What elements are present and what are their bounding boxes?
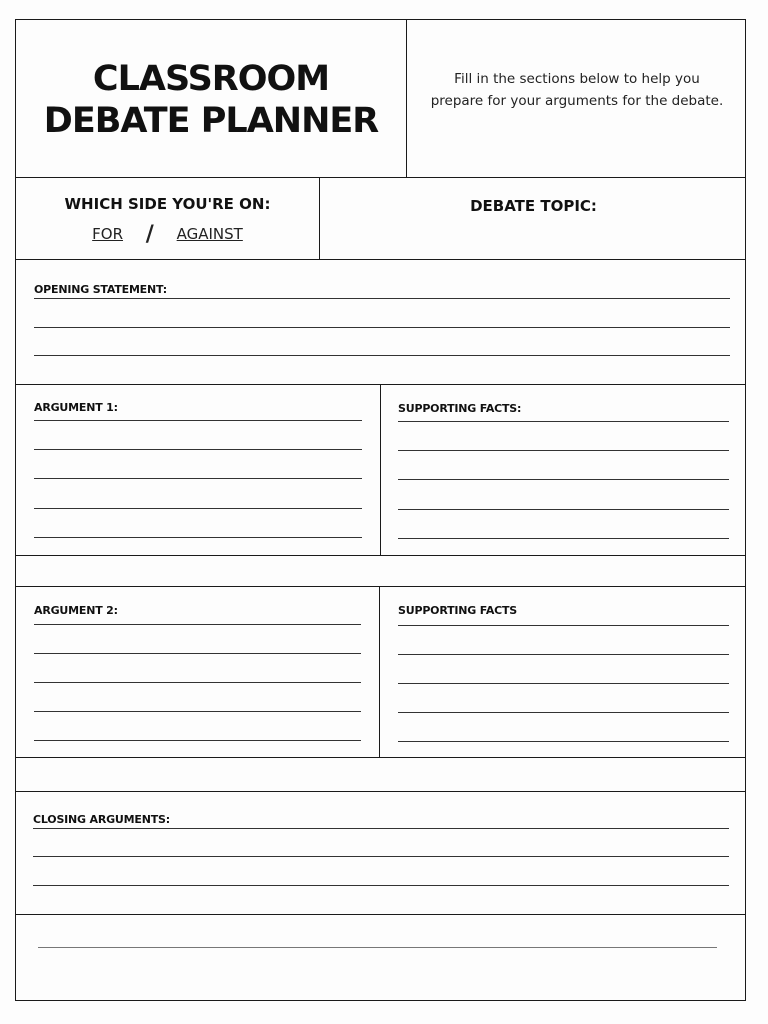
option-separator: / [145, 222, 154, 247]
argument-2-line[interactable] [34, 624, 361, 625]
argument-1-line[interactable] [34, 537, 362, 538]
title-block [16, 20, 407, 177]
intro-block [407, 20, 747, 177]
bottom-notes-section [16, 915, 745, 1002]
title-line-1: CLASSROOM [92, 59, 330, 99]
spacer-band-2 [16, 758, 745, 792]
closing-arguments-label: CLOSING ARGUMENTS: [33, 813, 170, 826]
closing-line-3[interactable] [33, 885, 729, 886]
argument-1-line[interactable] [34, 478, 362, 479]
topic-block[interactable] [320, 178, 747, 259]
closing-line-2[interactable] [33, 856, 729, 857]
opening-statement-label: OPENING STATEMENT: [34, 283, 167, 296]
option-against[interactable]: AGAINST [176, 225, 243, 243]
argument-1-line[interactable] [34, 508, 362, 509]
argument-2-line[interactable] [34, 653, 361, 654]
argument-2-block [16, 587, 380, 757]
side-heading: WHICH SIDE YOU'RE ON: [64, 195, 271, 213]
supporting-facts-1-block [381, 385, 747, 555]
intro-text: Fill in the sections below to help you prepare for your arguments for the debate. [430, 71, 724, 109]
argument-2-section [16, 587, 745, 758]
supporting-facts-2-line[interactable] [398, 654, 729, 655]
side-block [16, 178, 320, 259]
supporting-facts-1-line[interactable] [398, 538, 729, 539]
argument-2-label: ARGUMENT 2: [34, 604, 118, 617]
side-options [16, 222, 319, 247]
opening-line-2[interactable] [34, 327, 730, 328]
option-for[interactable]: FOR [92, 225, 124, 243]
page-title [16, 58, 406, 142]
argument-1-label: ARGUMENT 1: [34, 401, 118, 414]
argument-1-line[interactable] [34, 420, 362, 421]
title-line-2: DEBATE PLANNER [43, 101, 379, 141]
header-row [16, 20, 745, 178]
supporting-facts-1-line[interactable] [398, 479, 729, 480]
argument-2-line[interactable] [34, 682, 361, 683]
supporting-facts-2-line[interactable] [398, 741, 729, 742]
supporting-facts-2-block [380, 587, 747, 757]
supporting-facts-2-line[interactable] [398, 683, 729, 684]
supporting-facts-1-line[interactable] [398, 421, 729, 422]
supporting-facts-2-line[interactable] [398, 625, 729, 626]
topic-heading: DEBATE TOPIC: [470, 197, 597, 215]
supporting-facts-1-line[interactable] [398, 509, 729, 510]
argument-2-line[interactable] [34, 740, 361, 741]
closing-line-1[interactable] [33, 828, 729, 829]
debate-planner-sheet [15, 19, 746, 1001]
argument-2-line[interactable] [34, 711, 361, 712]
opening-statement-section [16, 260, 745, 385]
opening-line-1[interactable] [34, 298, 730, 299]
argument-1-block [16, 385, 381, 555]
supporting-facts-2-label: SUPPORTING FACTS [398, 604, 518, 617]
opening-line-3[interactable] [34, 355, 730, 356]
closing-arguments-section [16, 792, 745, 915]
supporting-facts-1-label: SUPPORTING FACTS: [398, 402, 522, 415]
supporting-facts-1-line[interactable] [398, 450, 729, 451]
supporting-facts-2-line[interactable] [398, 712, 729, 713]
side-topic-row [16, 178, 745, 260]
argument-1-section [16, 385, 745, 556]
argument-1-line[interactable] [34, 449, 362, 450]
spacer-band-1 [16, 556, 745, 587]
notes-line[interactable] [38, 947, 717, 948]
